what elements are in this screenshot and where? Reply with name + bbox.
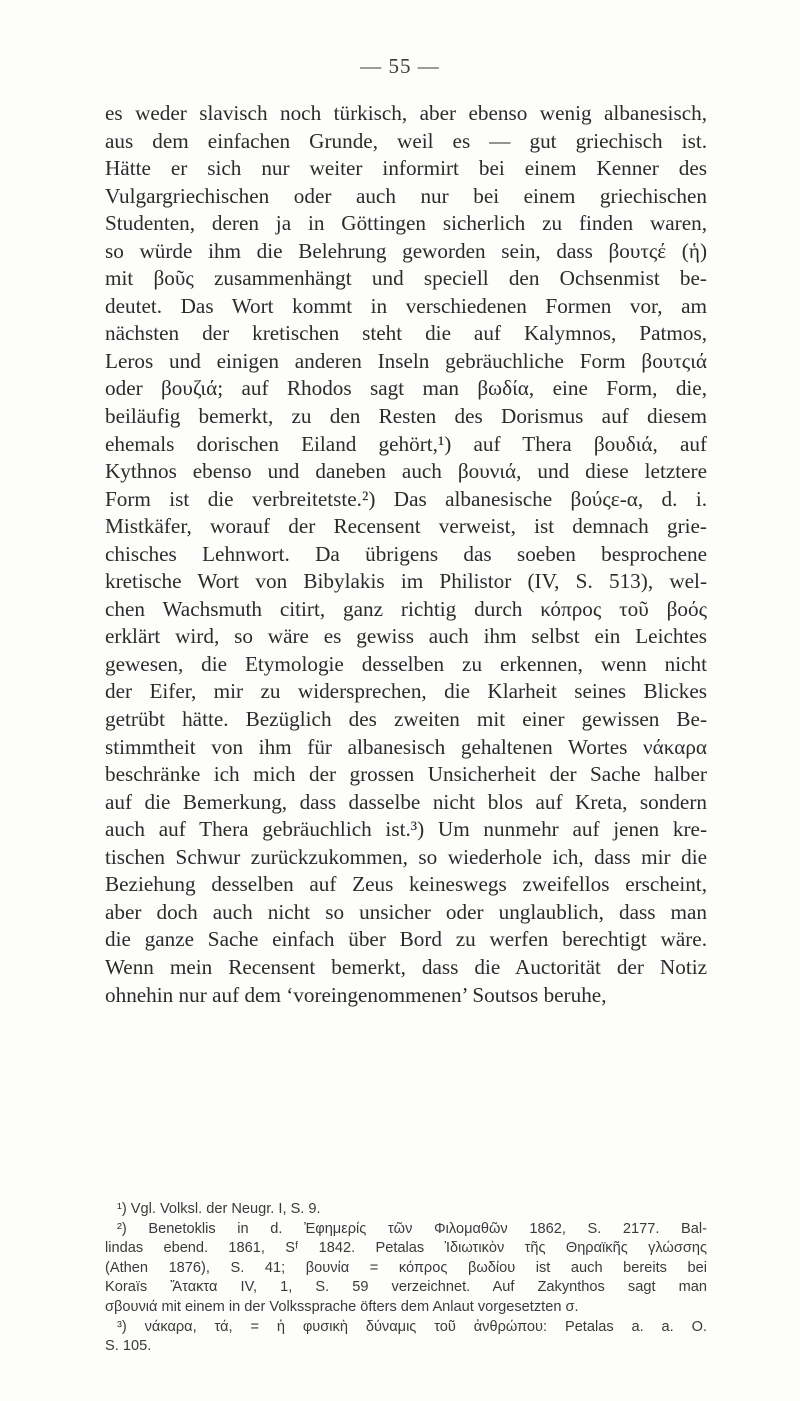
text-line: chen Wachsmuth citirt, ganz richtig durch κόπρος τοῦ βοός (105, 596, 707, 621)
footnote-line: ³) νάκαρα, τά, = ἡ φυσικὴ δύναμις τοῦ ἀνθρώπου: Petalas a. a. O. (117, 1318, 707, 1335)
text-line: gewesen, die Etymologie desselben zu erkennen, wenn nicht (105, 651, 707, 676)
text-line: getrübt hätte. Bezüglich des zweiten mit einer gewissen Be- (105, 707, 707, 732)
text-line: kretische Wort von Bibylakis im Philistor (IV, S. 513), wel- (105, 569, 707, 594)
text-line: erklärt wird, so wäre es gewiss auch ihm selbst ein Leichtes (105, 624, 707, 649)
footnote-line: (Athen 1876), S. 41; βουνία = κόπρος βωδίου ist auch bereits bei (105, 1259, 707, 1276)
text-line: die ganze Sache einfach über Bord zu werfen berechtigt wäre. (105, 927, 707, 952)
footnote-line: σβουνιά mit einem in der Volkssprache öfters dem Anlaut vorgesetzten σ. (105, 1298, 579, 1315)
text-line: Leros und einigen anderen Inseln gebräuchliche Form βουτςιά (105, 348, 707, 373)
text-line: so würde ihm die Belehrung geworden sein, dass βουτςέ (ἡ) (105, 238, 707, 263)
text-line: aber doch auch nicht so unsicher oder unglaublich, dass man (105, 899, 707, 924)
footnotes (105, 1200, 707, 1357)
text-line: Mistkäfer, worauf der Recensent verweist, ist demnach grie- (105, 514, 707, 539)
text-line: ehemals dorischen Eiland gehört,¹) auf Thera βουδιά, auf (105, 431, 707, 456)
text-line: deutet. Das Wort kommt in verschiedenen Formen vor, am (105, 293, 707, 318)
text-line: ohnehin nur auf dem ʻvoreingenommenen’ Soutsos beruhe, (105, 982, 607, 1007)
text-line: beschränke ich mich der grossen Unsicherheit der Sache halber (105, 762, 707, 787)
footnote-line: lindas ebend. 1861, Sᶠ 1842. Petalas Ἰδιωτικὸν τῆς Θηραϊκῆς γλώσσης (105, 1240, 707, 1257)
text-line: Hätte er sich nur weiter informirt bei einem Kenner des (105, 156, 707, 181)
text-line: der Eifer, mir zu widersprechen, die Klarheit seines Blickes (105, 679, 707, 704)
text-line: Beziehung desselben auf Zeus keineswegs zweifellos erscheint, (105, 872, 707, 897)
text-line: Vulgargriechischen oder auch nur bei einem griechischen (105, 183, 707, 208)
text-line: Studenten, deren ja in Göttingen sicherlich zu finden waren, (105, 211, 707, 236)
text-line: nächsten der kretischen steht die auf Kalymnos, Patmos, (105, 321, 707, 346)
text-line: auf die Bemerkung, dass dasselbe nicht blos auf Kreta, sondern (105, 789, 707, 814)
text-line: tischen Schwur zurückzukommen, so wiederhole ich, dass mir die (105, 844, 707, 869)
page-number: — 55 — (360, 54, 440, 78)
text-line: aus dem einfachen Grunde, weil es — gut griechisch ist. (105, 128, 707, 153)
text-line: es weder slavisch noch türkisch, aber ebenso wenig albanesisch, (105, 101, 707, 125)
text-line: chisches Lehnwort. Da übrigens das soeben besprochene (105, 541, 707, 566)
text-line: Wenn mein Recensent bemerkt, dass die Auctorität der Notiz (105, 954, 707, 979)
footnote-line: S. 105. (105, 1338, 152, 1355)
main-text (105, 100, 707, 1009)
text-line: Kythnos ebenso und daneben auch βουνιά, und diese letztere (105, 459, 707, 484)
text-line: stimmtheit von ihm für albanesisch gehaltenen Wortes νάκαρα (105, 734, 707, 759)
footnote-line: ²) Benetoklis in d. Ἐφημερίς τῶν Φιλομαθῶν 1862, S. 2177. Bal- (117, 1220, 707, 1237)
footnote-line: Koraïs Ἄτακτα IV, 1, S. 59 verzeichnet. Auf Zakynthos sagt man (105, 1279, 707, 1296)
text-line: beiläufig bemerkt, zu den Resten des Dorismus auf diesem (105, 404, 707, 429)
text-line: Form ist die verbreitetste.²) Das albanesische βούςε-α, d. i. (105, 486, 707, 511)
footnote-line: ¹) Vgl. Volksl. der Neugr. I, S. 9. (117, 1201, 321, 1217)
text-line: mit βοῦς zusammenhängt und speciell den Ochsenmist be- (105, 266, 707, 291)
text-line: auch auf Thera gebräuchlich ist.³) Um nunmehr auf jenen kre- (105, 817, 707, 842)
text-line: oder βουζιά; auf Rhodos sagt man βωδία, eine Form, die, (105, 376, 707, 401)
